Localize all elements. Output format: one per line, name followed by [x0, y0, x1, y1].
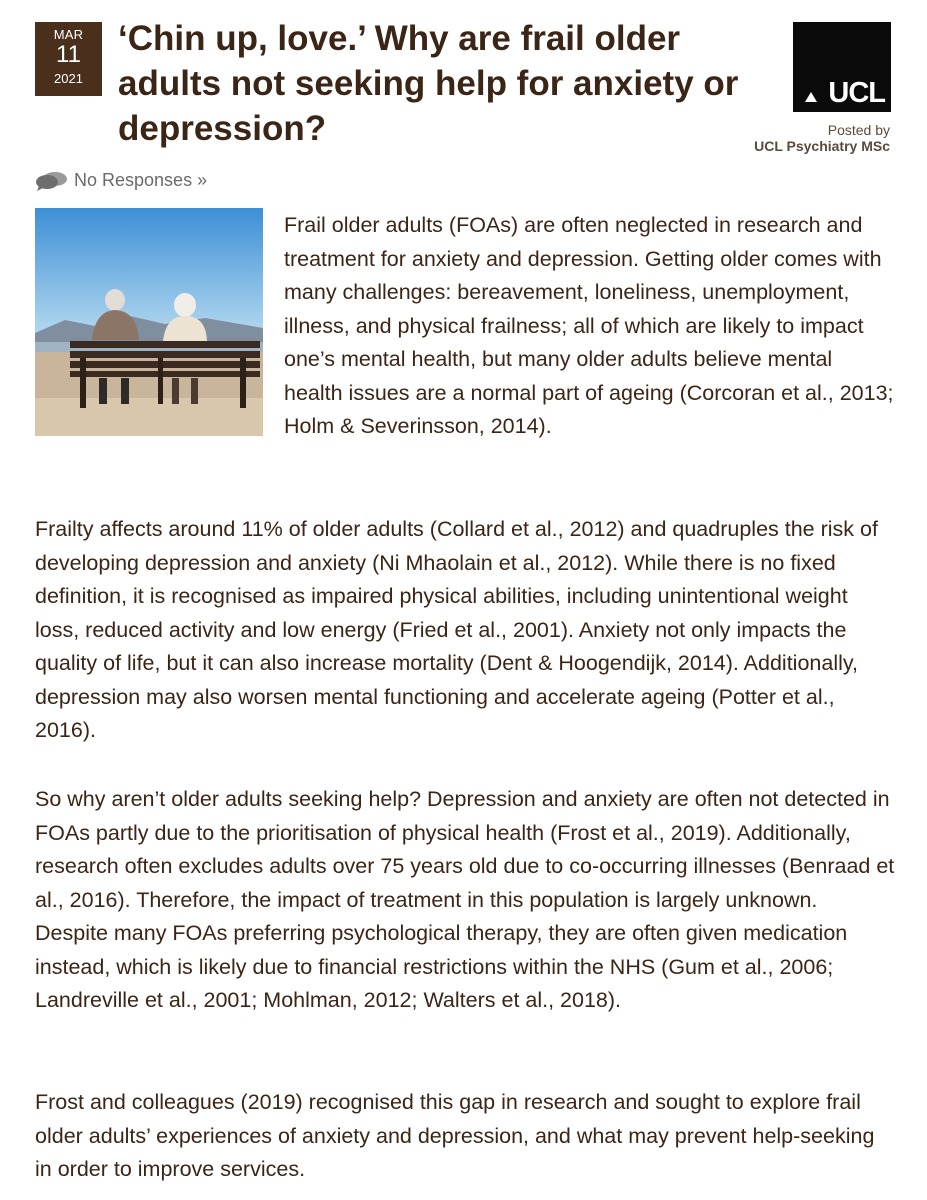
photo-illustration	[35, 208, 263, 436]
ucl-logo	[793, 22, 891, 112]
ucl-dome-icon	[805, 92, 817, 102]
paragraph-help-seeking: So why aren’t older adults seeking help? Depression and anxiety are often not detected in FOAs partly due to the prioritisation of physical health (Frost et al., 2019). Additionally, research often excludes adults over 75 years old due to co-occurring illnesses (Benraad et al., 2016). Therefore, the impact of treatment in this population is largely unknown. Despite many FOAs preferring psychological therapy, they are often given medication instead, which is likely due to financial restrictions within the NHS (Gum et al., 2006; Landreville et al., 2001; Mohlman, 2012; Walters et al., 2018).	[35, 787, 895, 1012]
responses-link[interactable]	[35, 170, 207, 191]
post-title[interactable]: ‘Chin up, love.’ Why are frail older adults not seeking help for anxiety or depression?	[118, 19, 739, 148]
author-name[interactable]: UCL Psychiatry MSc	[754, 138, 890, 154]
paragraph-frost-study: Frost and colleagues (2019) recognised this gap in research and sought to explore frail older adults’ experiences of anxiety and depression, and what may prevent help-seeking in order to improve services.	[35, 1090, 875, 1181]
comment-bubbles-icon	[35, 171, 69, 191]
posted-by	[750, 122, 890, 154]
responses-label[interactable]: No Responses »	[74, 170, 208, 190]
elderly-couple-bench-photo	[35, 208, 263, 436]
paragraph-intro: Frail older adults (FOAs) are often neglected in research and treatment for anxiety and depression. Getting older comes with many challenges: bereavement, loneliness, unemployment, illness, and physical frailness; all of which are likely to impact one’s mental health, but many older adults believe mental health issues are a normal part of ageing (Corcoran et al., 2013; Holm & Severinsson, 2014).	[284, 213, 894, 438]
date-day: 11	[56, 41, 81, 68]
date-badge	[35, 22, 102, 96]
date-month: MAR	[53, 27, 84, 42]
ucl-logo-text: UCL	[828, 77, 885, 109]
date-year: 2021	[54, 71, 83, 86]
paragraph-frailty: Frailty affects around 11% of older adults (Collard et al., 2012) and quadruples the risk of developing depression and anxiety (Ni Mhaolain et al., 2012). While there is no fixed definition, it is recognised as impaired physical abilities, including unintentional weight loss, reduced activity and low energy (Fried et al., 2001). Anxiety not only impacts the quality of life, but it can also increase mortality (Dent & Hoogendijk, 2014). Additionally, depression may also worsen mental functioning and accelerate ageing (Potter et al., 2016).	[35, 517, 878, 742]
posted-by-label: Posted by	[827, 122, 890, 138]
